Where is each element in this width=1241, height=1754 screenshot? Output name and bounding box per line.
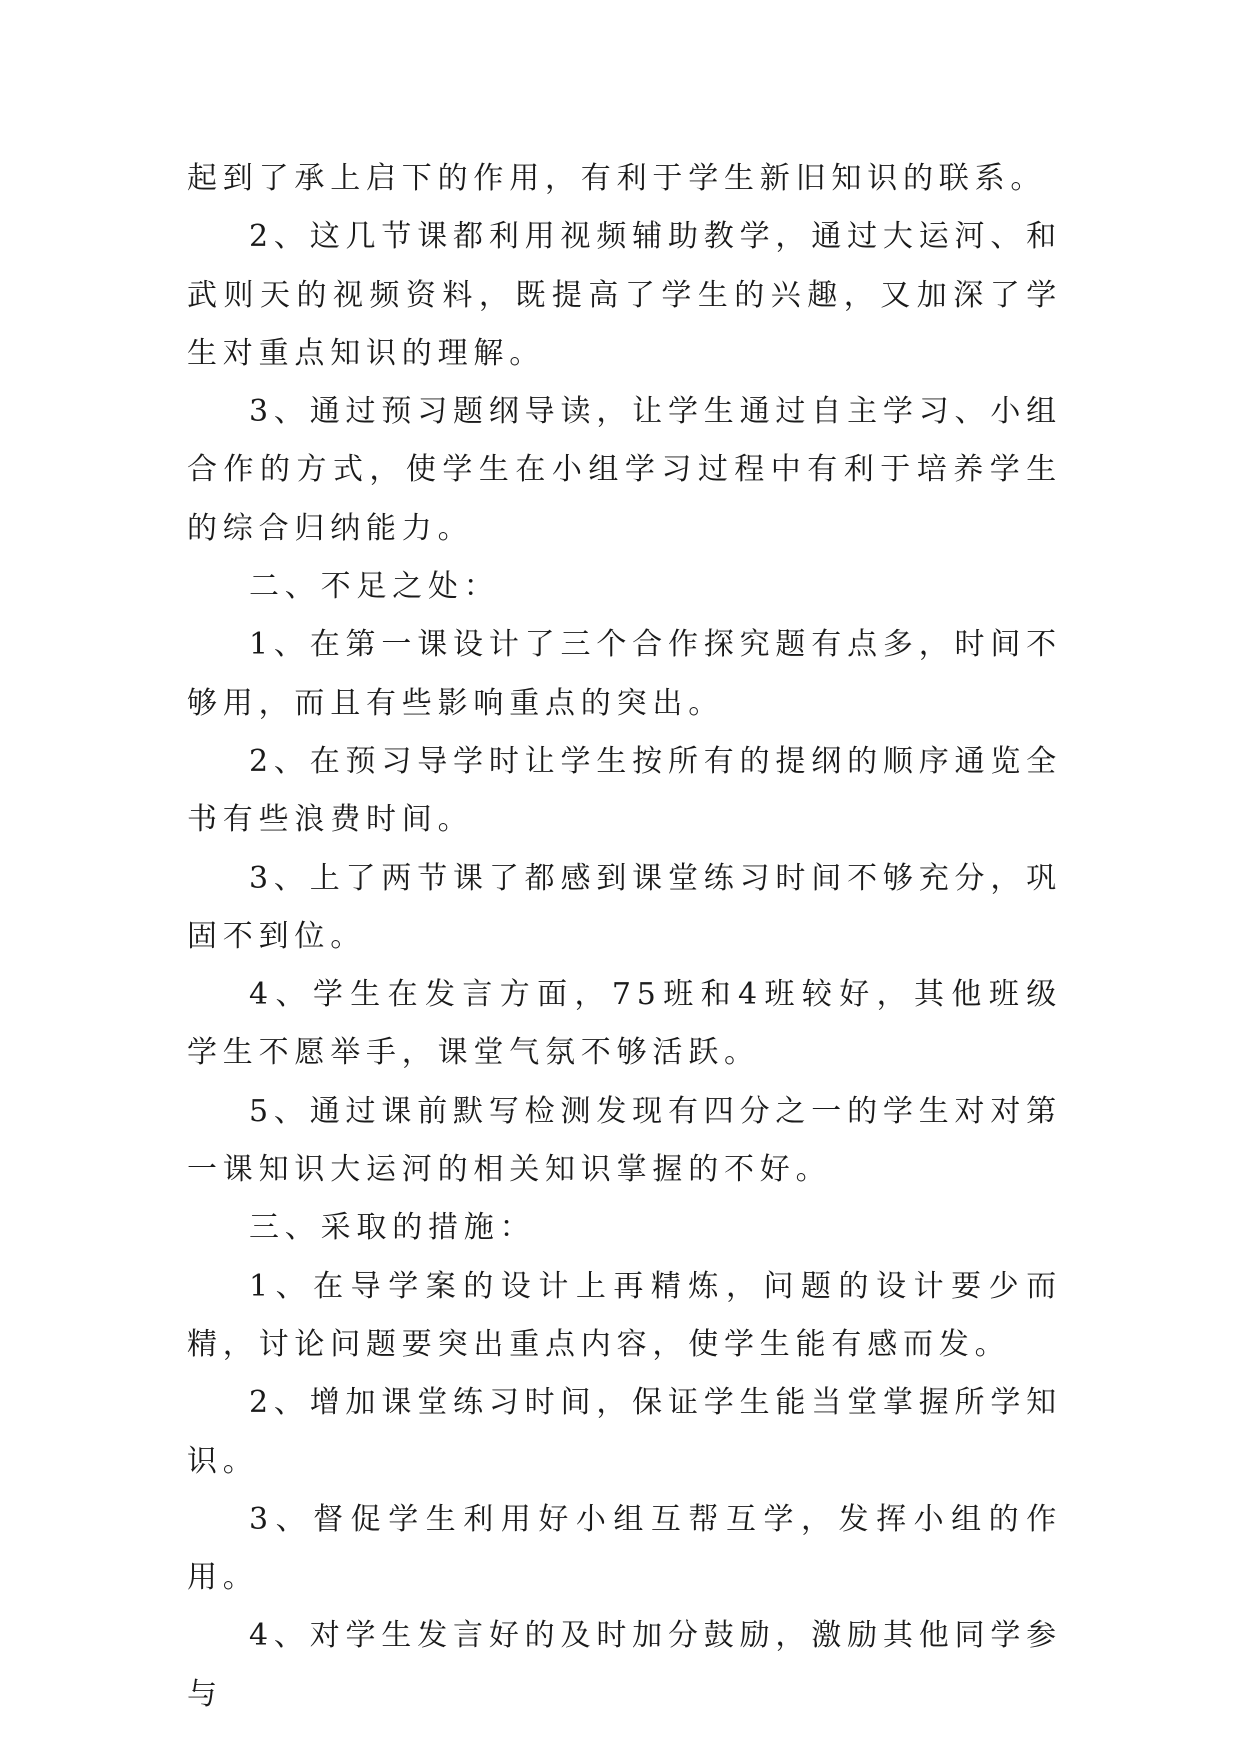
paragraph-14: 4、对学生发言好的及时加分鼓励，激励其他同学参与 — [187, 1618, 1062, 1712]
paragraph-6: 2、在预习导学时让学生按所有的提纲的顺序通览全书有些浪费时间。 — [187, 743, 1062, 838]
section-heading-measures: 三、采取的措施： — [249, 1210, 536, 1246]
paragraph-8: 4、学生在发言方面，75班和4班较好，其他班级学生不愿举手，课堂气氛不够活跃。 — [187, 977, 1062, 1071]
paragraph-7: 3、上了两节课了都感到课堂练习时间不够充分，巩固不到位。 — [187, 860, 1062, 954]
paragraph-1: 起到了承上启下的作用，有利于学生新旧知识的联系。 — [187, 161, 1047, 196]
paragraph-5: 1、在第一课设计了三个合作探究题有点多，时间不够用，而且有些影响重点的突出。 — [187, 627, 1062, 721]
paragraph-9: 5、通过课前默写检测发现有四分之一的学生对对第一课知识大运河的相关知识掌握的不好。 — [187, 1093, 1062, 1188]
paragraph-13: 3、督促学生利用好小组互帮互学，发挥小组的作用。 — [187, 1501, 1062, 1596]
paragraph-12: 2、增加课堂练习时间，保证学生能当堂掌握所学知识。 — [187, 1385, 1062, 1479]
paragraph-3: 3、通过预习题纲导读，让学生通过自主学习、小组合作的方式，使学生在小组学习过程中有利于培养学生的综合归纳能力。 — [187, 394, 1062, 546]
document-body — [187, 150, 1062, 1724]
section-heading-shortcomings: 二、不足之处： — [249, 569, 500, 605]
paragraph-11: 1、在导学案的设计上再精炼，问题的设计要少而精，讨论问题要突出重点内容，使学生能有感而发。 — [187, 1268, 1062, 1362]
paragraph-2: 2、这几节课都利用视频辅助教学，通过大运河、和武则天的视频资料，既提高了学生的兴趣，又加深了学生对重点知识的理解。 — [187, 219, 1062, 371]
